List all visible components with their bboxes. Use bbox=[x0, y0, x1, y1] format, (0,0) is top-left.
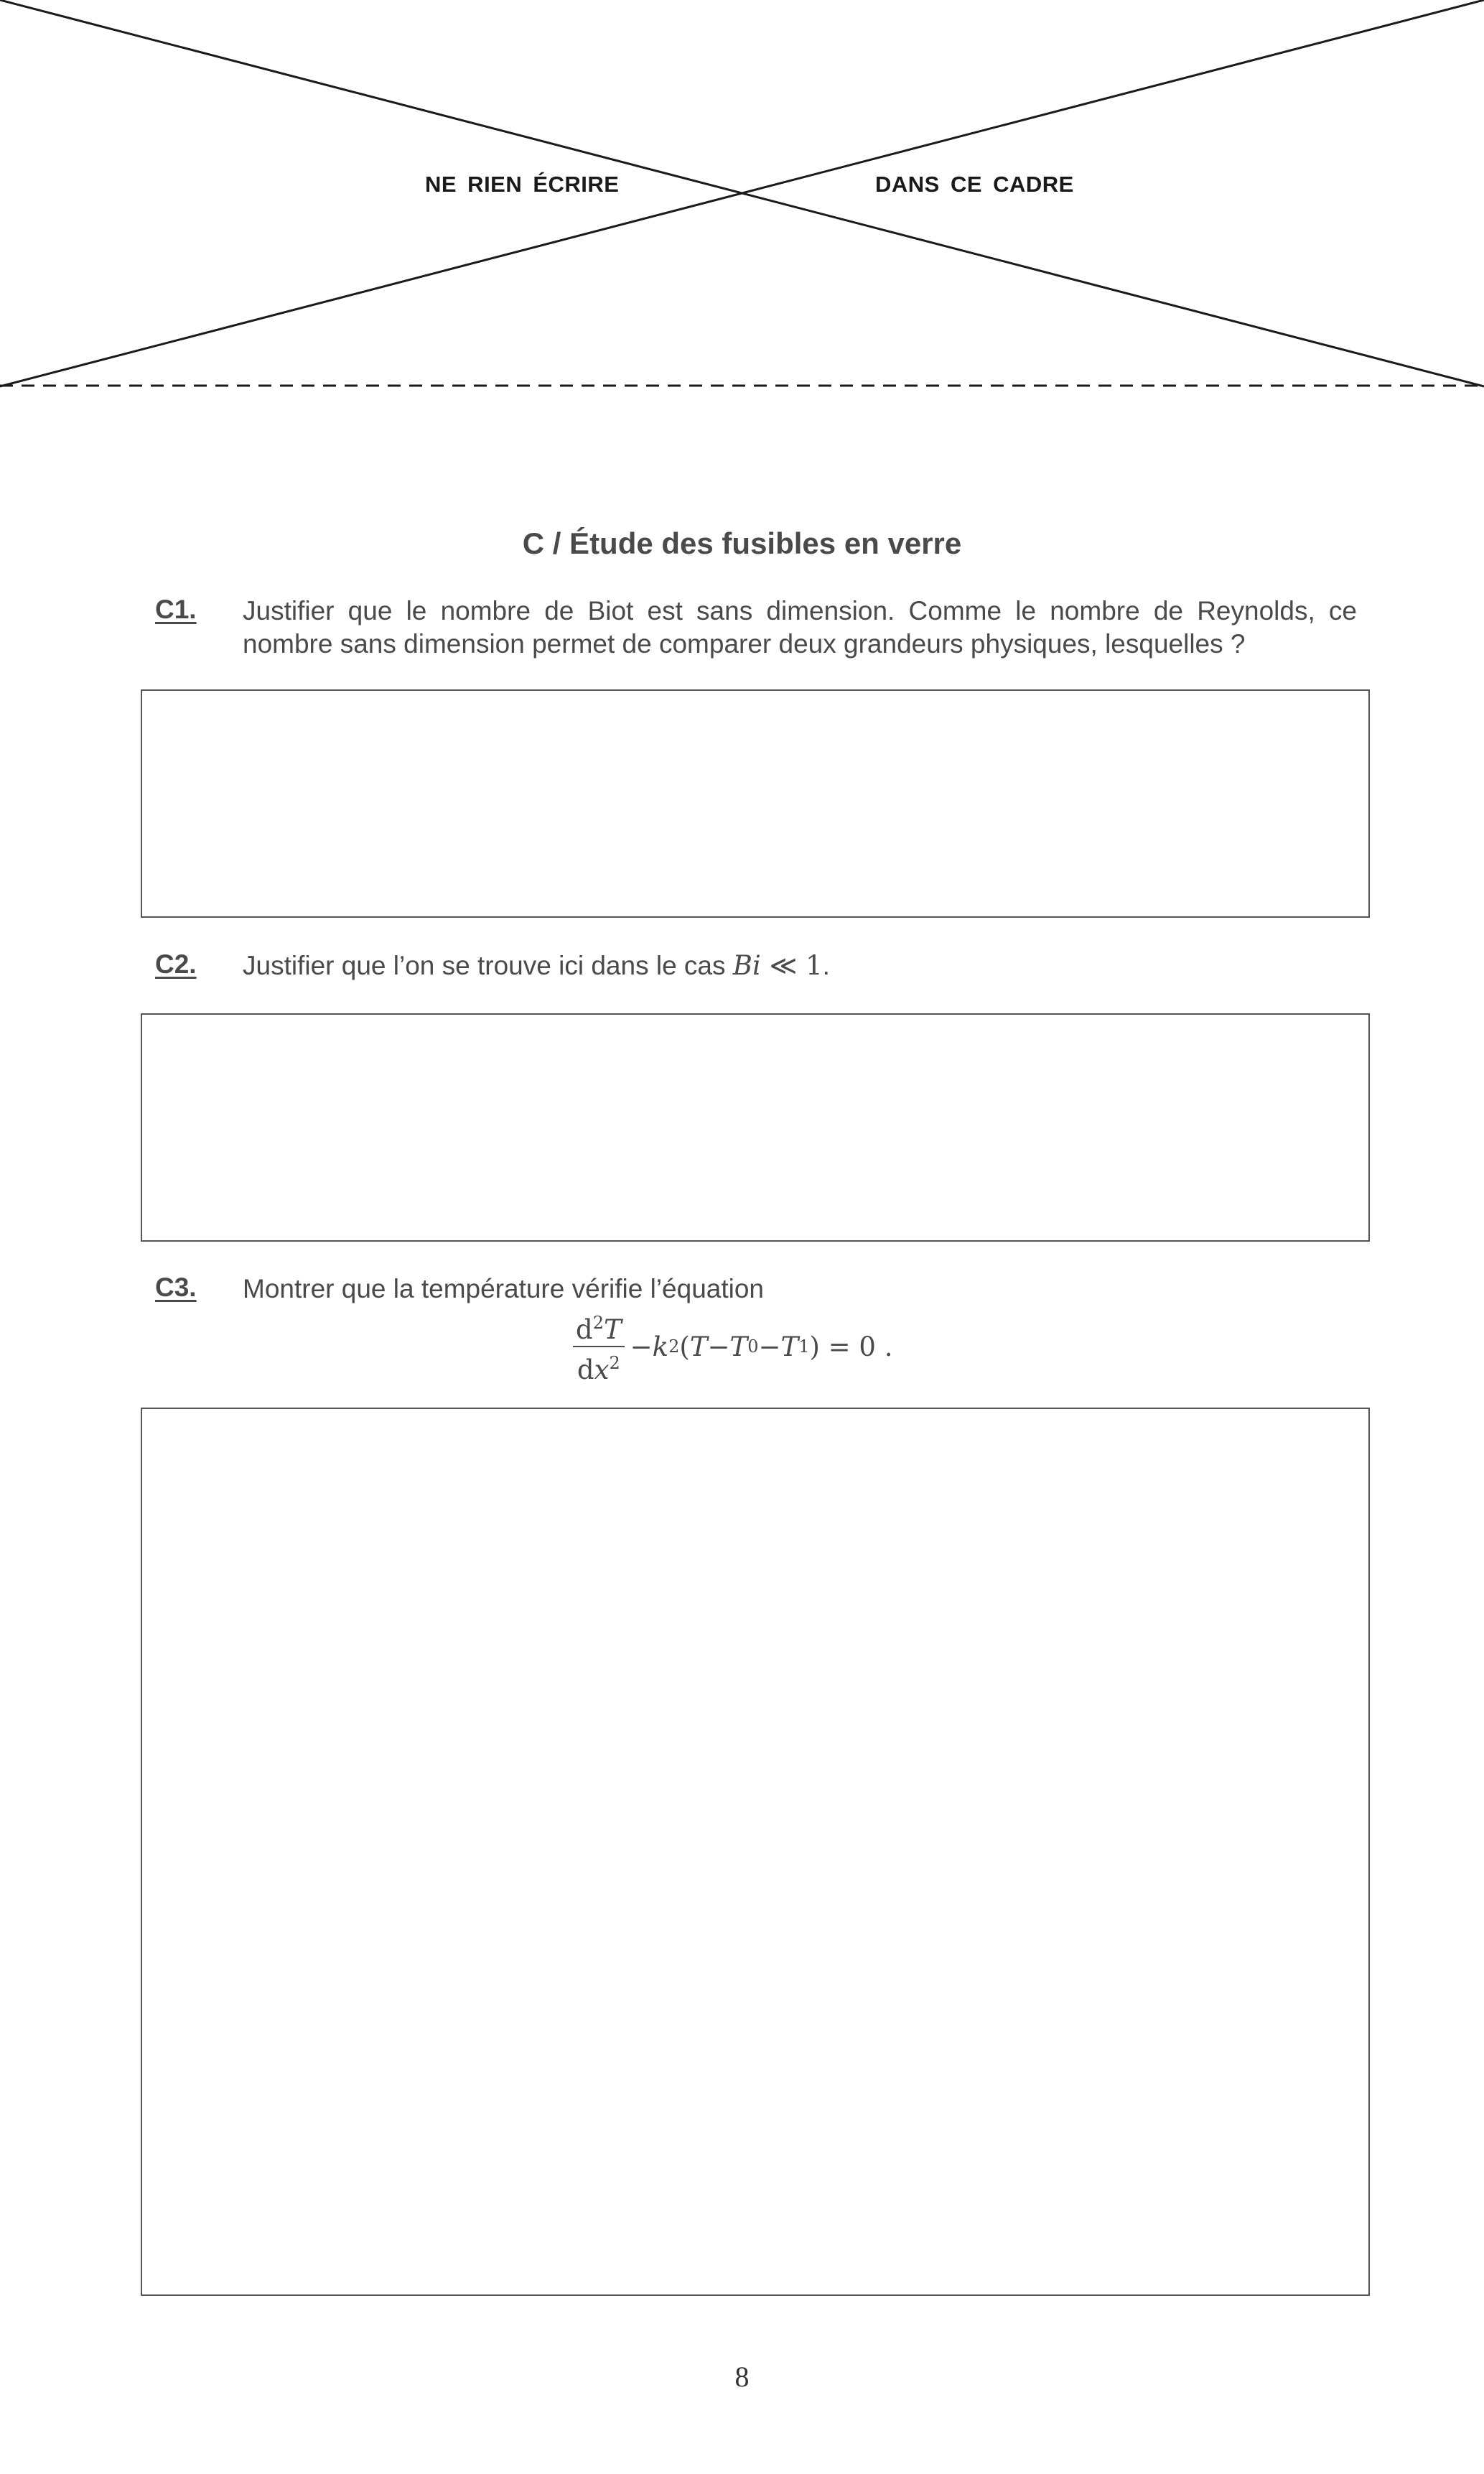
much-less-than-one: ≪ 1 bbox=[760, 950, 823, 981]
no-write-zone bbox=[0, 0, 1484, 402]
question-c2-label: C2. bbox=[155, 949, 197, 979]
eq-open-paren: ( bbox=[679, 1331, 690, 1362]
denominator-d: d bbox=[577, 1354, 594, 1385]
eq-minus-3: − bbox=[758, 1331, 781, 1362]
eq-minus-2: − bbox=[707, 1331, 730, 1362]
eq-T1: T bbox=[780, 1331, 799, 1362]
no-write-label-left: NE RIEN ÉCRIRE bbox=[425, 172, 620, 197]
eq-T1-subscript: 1 bbox=[798, 1336, 810, 1357]
denominator-exponent: 2 bbox=[609, 1353, 620, 1373]
denominator-variable: x bbox=[594, 1354, 610, 1385]
question-c1-label: C1. bbox=[155, 595, 197, 624]
fraction-denominator bbox=[574, 1347, 623, 1386]
biot-symbol: Bi bbox=[732, 950, 761, 981]
heat-equation bbox=[573, 1307, 893, 1386]
answer-box-c1[interactable] bbox=[141, 689, 1370, 918]
question-c3-text: Montrer que la température vérifie l’équation bbox=[243, 1274, 764, 1303]
answer-box-c3[interactable] bbox=[141, 1408, 1370, 2296]
eq-close-equals-zero: ) = 0 . bbox=[809, 1331, 893, 1362]
page-number: 8 bbox=[734, 2361, 750, 2393]
no-write-label-right: DANS CE CADRE bbox=[875, 172, 1074, 197]
eq-T0: T bbox=[729, 1331, 748, 1362]
eq-k-exponent: 2 bbox=[668, 1336, 680, 1357]
section-title: C / Étude des fusibles en verre bbox=[522, 526, 962, 560]
question-c2-text bbox=[243, 949, 1357, 982]
numerator-variable: T bbox=[603, 1314, 622, 1345]
numerator-d: d bbox=[576, 1314, 593, 1345]
eq-T0-subscript: 0 bbox=[747, 1336, 759, 1357]
eq-minus-1: − bbox=[630, 1331, 653, 1362]
eq-T: T bbox=[689, 1331, 708, 1362]
answer-box-c2[interactable] bbox=[141, 1013, 1370, 1242]
second-derivative-fraction bbox=[573, 1307, 625, 1386]
question-c2-text-before: Justifier que l’on se trouve ici dans le cas bbox=[243, 951, 733, 980]
question-c2-text-after: . bbox=[822, 951, 830, 980]
question-c3-label: C3. bbox=[155, 1273, 197, 1302]
numerator-exponent: 2 bbox=[592, 1313, 604, 1333]
fraction-numerator bbox=[573, 1307, 625, 1346]
eq-k: k bbox=[652, 1331, 669, 1362]
question-c1-text: Justifier que le nombre de Biot est sans dimension. Comme le nombre de Reynolds, ce nombre sans dimension permet de comparer deux grandeurs physiques, lesquelles ? bbox=[243, 596, 1357, 659]
